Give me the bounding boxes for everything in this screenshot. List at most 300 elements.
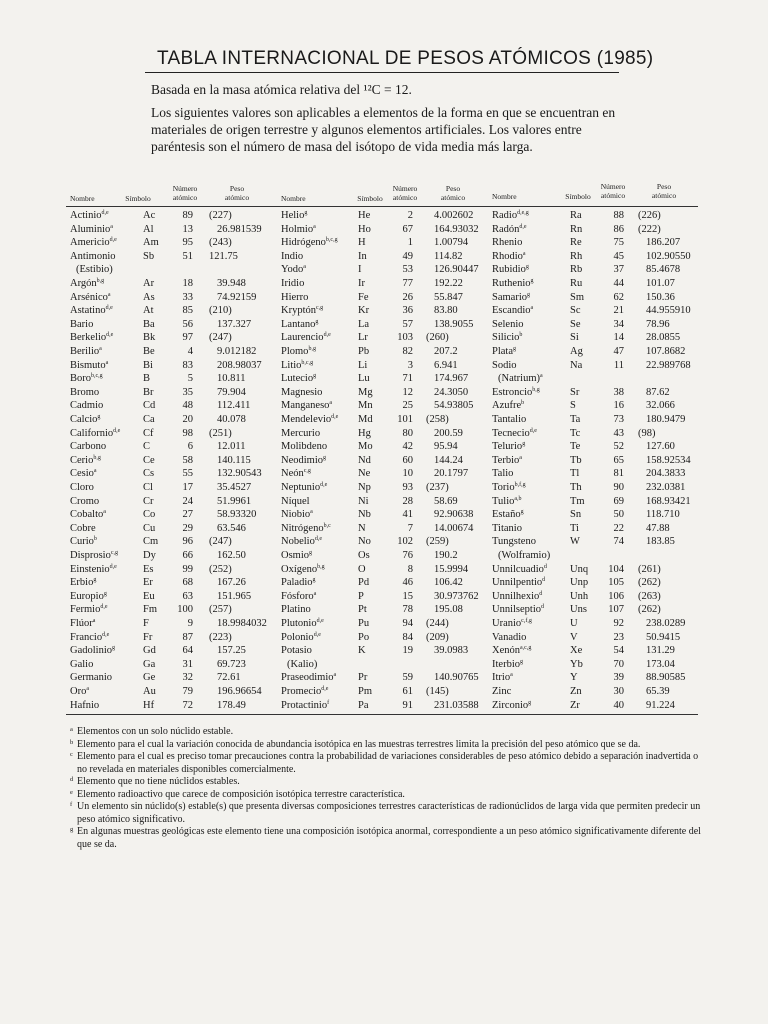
element-name: Polonio bbox=[281, 631, 314, 643]
atomic-number: 2 bbox=[407, 210, 413, 221]
atomic-number: 9 bbox=[187, 618, 193, 629]
element-name: Carbono bbox=[70, 441, 107, 453]
element-name-cell bbox=[492, 658, 523, 671]
atomic-number: 63 bbox=[182, 590, 193, 602]
atomic-weight: 65.39 bbox=[646, 686, 670, 697]
atomic-number: 104 bbox=[608, 563, 624, 575]
atomic-weight: (145) bbox=[426, 686, 449, 697]
element-name-cell bbox=[281, 372, 316, 385]
element-symbol: As bbox=[143, 291, 155, 303]
footnote-text: Elemento que no tiene núclidos estables. bbox=[77, 776, 240, 787]
atomic-weight: 39.0983 bbox=[434, 645, 469, 657]
atomic-weight: 164.93032 bbox=[434, 223, 479, 235]
element-symbol: Fr bbox=[143, 631, 153, 643]
footnote-marker: d,e bbox=[331, 414, 339, 420]
element-symbol: Nb bbox=[358, 509, 371, 521]
element-name-cell bbox=[281, 603, 311, 616]
atomic-weight: 12.011 bbox=[217, 441, 246, 453]
atomic-number: 11 bbox=[613, 359, 624, 371]
element-name-cell bbox=[287, 658, 317, 671]
atomic-number: 62 bbox=[613, 291, 624, 303]
footnote-marker: b,f,g bbox=[514, 482, 526, 488]
atomic-weight: 231.03588 bbox=[434, 699, 479, 711]
element-name-cell bbox=[492, 236, 522, 249]
header-numero: Número atómico bbox=[600, 182, 626, 200]
atomic-weight: 180.9479 bbox=[646, 414, 686, 425]
element-name-cell bbox=[281, 277, 304, 290]
element-name-cell bbox=[281, 495, 310, 508]
footnote-marker: g bbox=[530, 278, 534, 284]
footnote-marker: d,e bbox=[106, 332, 114, 339]
atomic-number: 20 bbox=[182, 414, 193, 425]
atomic-number: 54 bbox=[613, 645, 624, 657]
atomic-number: 3 bbox=[407, 359, 413, 371]
atomic-weight: 51.9961 bbox=[217, 495, 252, 507]
element-name-cell bbox=[492, 318, 524, 331]
element-symbol: Pa bbox=[358, 699, 369, 711]
element-name: Protactinio bbox=[281, 699, 328, 711]
element-symbol: Hf bbox=[143, 699, 155, 711]
atomic-number: 75 bbox=[613, 237, 624, 249]
header-numero: Número atómico bbox=[172, 184, 198, 202]
atomic-number: 43 bbox=[613, 427, 624, 439]
atomic-number: 93 bbox=[402, 482, 413, 493]
atomic-weight: 69.723 bbox=[217, 658, 246, 670]
atomic-number: 55 bbox=[182, 468, 193, 480]
atomic-number: 32 bbox=[182, 672, 193, 684]
element-name: Radio bbox=[492, 210, 518, 221]
footnote-marker: g bbox=[304, 210, 308, 216]
footnote-marker: a bbox=[99, 346, 102, 352]
element-symbol: Se bbox=[570, 318, 581, 330]
atomic-number: 78 bbox=[402, 604, 413, 616]
atomic-weight: (262) bbox=[638, 604, 661, 616]
atomic-number: 4 bbox=[187, 346, 193, 357]
atomic-number: 86 bbox=[613, 223, 624, 235]
element-name: Lutecio bbox=[281, 373, 314, 385]
atomic-weight: 150.36 bbox=[646, 291, 675, 303]
atomic-weight: 4.002602 bbox=[434, 210, 474, 221]
element-name: Zinc bbox=[492, 686, 512, 697]
atomic-weight: 63.546 bbox=[217, 522, 246, 534]
atomic-number: 59 bbox=[402, 672, 413, 684]
element-symbol: Cm bbox=[143, 536, 159, 548]
atomic-weight: 178.49 bbox=[217, 699, 246, 711]
footnote-marker: a bbox=[92, 618, 96, 624]
element-name: Praseodimio bbox=[281, 672, 334, 684]
table-bottom-rule bbox=[66, 714, 698, 715]
element-name: Curio bbox=[70, 536, 94, 548]
atomic-number: 81 bbox=[613, 468, 624, 480]
element-name: Itrio bbox=[492, 672, 511, 684]
atomic-weight: 15.9994 bbox=[434, 563, 469, 575]
element-name-cell bbox=[492, 603, 544, 616]
atomic-weight: 200.59 bbox=[434, 427, 463, 439]
page-title: TABLA INTERNACIONAL DE PESOS ATÓMICOS (1985) bbox=[157, 48, 654, 69]
element-symbol: Lr bbox=[358, 332, 368, 344]
element-symbol: K bbox=[358, 645, 366, 657]
element-name-cell bbox=[70, 291, 111, 304]
element-name: Promecio bbox=[281, 686, 322, 697]
atomic-number: 47 bbox=[613, 346, 624, 357]
atomic-weight: 157.25 bbox=[217, 645, 246, 657]
element-name-cell bbox=[492, 331, 522, 344]
element-symbol: Sm bbox=[570, 291, 585, 303]
element-name: Xenón bbox=[492, 645, 520, 657]
element-symbol: Re bbox=[570, 237, 582, 249]
element-symbol: Co bbox=[143, 509, 156, 521]
atomic-number: 26 bbox=[402, 291, 413, 303]
element-name-cell bbox=[281, 617, 324, 630]
element-name-cell bbox=[492, 671, 513, 684]
element-name-cell bbox=[281, 386, 322, 399]
element-symbol: Tl bbox=[570, 468, 580, 480]
footnote-marker: d,e bbox=[321, 686, 329, 692]
element-name-cell bbox=[281, 685, 328, 698]
atomic-weight: 24.3050 bbox=[434, 386, 469, 398]
element-name-cell bbox=[70, 549, 118, 562]
footnote-marker: b,g bbox=[93, 454, 101, 461]
element-symbol: O bbox=[358, 563, 366, 575]
element-symbol: Th bbox=[570, 482, 582, 493]
element-name-cell bbox=[70, 603, 108, 616]
footnote-marker: d,e bbox=[529, 427, 537, 434]
atomic-number: 89 bbox=[182, 210, 193, 221]
atomic-weight: 107.8682 bbox=[646, 346, 686, 357]
atomic-weight: 35.4527 bbox=[217, 482, 252, 493]
atomic-weight: (247) bbox=[209, 536, 232, 548]
atomic-number: 82 bbox=[402, 346, 413, 357]
element-symbol: Ne bbox=[358, 468, 371, 480]
atomic-weight: (222) bbox=[638, 223, 661, 235]
atomic-weight: 195.08 bbox=[434, 604, 463, 616]
intro-line: Basada en la masa atómica relativa del ¹²C = 12. bbox=[151, 82, 412, 97]
element-symbol: F bbox=[143, 618, 149, 629]
element-symbol: Ni bbox=[358, 495, 369, 507]
element-name: Calcio bbox=[70, 414, 98, 425]
atomic-weight: 131.29 bbox=[646, 645, 675, 657]
atomic-number: 57 bbox=[402, 318, 413, 330]
element-name-cell bbox=[492, 345, 516, 358]
element-name-cell bbox=[281, 359, 313, 372]
element-symbol: Es bbox=[143, 563, 154, 575]
element-name: Silicio bbox=[492, 332, 520, 344]
element-name: Samario bbox=[492, 291, 527, 303]
atomic-weight: 106.42 bbox=[434, 577, 463, 589]
atomic-weight: 58.69 bbox=[434, 495, 458, 507]
footnote-text: Elemento para el cual es preciso tomar precauciones contra la probabilidad de variaciones considerables de peso atómico debido a separación inadvertida o no revelada en materiales disponibles comercialmente. bbox=[77, 751, 699, 775]
element-symbol: Pt bbox=[358, 604, 367, 616]
atomic-weight: 144.24 bbox=[434, 454, 463, 466]
element-symbol: Yb bbox=[570, 658, 583, 670]
footnote bbox=[70, 726, 710, 739]
footnote-marker: b,g bbox=[96, 278, 105, 284]
footnote-marker: d bbox=[541, 604, 544, 611]
element-name: Actinio bbox=[70, 210, 102, 221]
element-name-cell bbox=[492, 277, 534, 290]
footnote-marker: b,c,g bbox=[91, 373, 103, 380]
atomic-weight: 47.88 bbox=[646, 522, 670, 534]
element-name: Holmio bbox=[281, 223, 314, 235]
element-name-cell bbox=[492, 440, 525, 453]
element-name: Oxígeno bbox=[281, 563, 318, 575]
footnote-marker: g bbox=[520, 509, 524, 516]
element-name-cell bbox=[281, 345, 316, 358]
footnote-marker: a bbox=[329, 400, 333, 407]
atomic-weight: 91.224 bbox=[646, 699, 675, 711]
atomic-weight: 85.4678 bbox=[646, 264, 681, 276]
footnote-marker: b bbox=[521, 400, 525, 407]
footnote-marker: g bbox=[315, 318, 319, 325]
element-name-cell bbox=[70, 563, 117, 576]
element-name-cell bbox=[492, 508, 524, 521]
element-name-cell bbox=[492, 495, 522, 508]
element-symbol: Ir bbox=[358, 278, 365, 289]
element-name-cell bbox=[281, 304, 323, 317]
element-name: Tecnecio bbox=[492, 427, 530, 439]
atomic-number: 7 bbox=[407, 522, 413, 534]
element-name-cell bbox=[70, 644, 115, 657]
element-name-cell bbox=[70, 250, 116, 263]
atomic-number: 107 bbox=[608, 604, 624, 616]
element-symbol: Fe bbox=[358, 291, 369, 303]
atomic-number: 21 bbox=[613, 305, 624, 317]
footnote-marker: g bbox=[309, 550, 313, 556]
element-name: Talio bbox=[492, 468, 514, 480]
element-name: Molibdeno bbox=[281, 441, 328, 453]
element-name: Litio bbox=[281, 359, 302, 371]
header-peso: Peso atómico bbox=[224, 184, 250, 202]
atomic-number: 85 bbox=[182, 305, 193, 317]
element-symbol: Al bbox=[143, 223, 154, 235]
atomic-number: 73 bbox=[613, 414, 624, 425]
footnote bbox=[70, 751, 710, 776]
element-name: Bario bbox=[70, 318, 94, 330]
element-name-cell bbox=[76, 263, 113, 276]
element-symbol: Ga bbox=[143, 658, 156, 670]
atomic-weight: 20.1797 bbox=[434, 468, 469, 480]
element-name: Gadolinio bbox=[70, 645, 112, 657]
element-symbol: P bbox=[358, 590, 364, 602]
element-name: Berkelio bbox=[70, 332, 107, 344]
element-symbol: At bbox=[143, 305, 154, 317]
element-symbol: Cr bbox=[143, 495, 154, 507]
atomic-weight: 50.9415 bbox=[646, 631, 681, 643]
element-name: Indio bbox=[281, 250, 304, 262]
element-name: Erbio bbox=[70, 577, 94, 589]
element-name-cell bbox=[70, 576, 96, 589]
element-name-cell bbox=[492, 454, 522, 467]
header-numero: Número atómico bbox=[392, 184, 418, 202]
element-name-cell bbox=[70, 685, 89, 698]
element-name-cell bbox=[281, 631, 321, 644]
atomic-number: 84 bbox=[402, 631, 413, 643]
atomic-number: 31 bbox=[182, 658, 193, 670]
atomic-weight: 126.90447 bbox=[434, 264, 479, 276]
element-symbol: Xe bbox=[570, 645, 583, 657]
element-symbol: Hg bbox=[358, 427, 371, 439]
atomic-number: 61 bbox=[402, 686, 413, 697]
element-name-cell bbox=[70, 495, 99, 508]
atomic-weight: 167.26 bbox=[217, 577, 246, 589]
atomic-weight: 121.75 bbox=[209, 250, 238, 262]
atomic-weight: 101.07 bbox=[646, 278, 675, 289]
element-symbol: Bk bbox=[143, 332, 156, 344]
atomic-number: 22 bbox=[613, 522, 624, 534]
atomic-number: 14 bbox=[613, 332, 624, 344]
footnote bbox=[70, 789, 710, 802]
footnote-marker: d bbox=[542, 577, 546, 584]
footnote-marker: g bbox=[522, 441, 526, 448]
element-name-cell bbox=[492, 590, 542, 603]
element-name-cell bbox=[498, 549, 550, 562]
atomic-weight: 137.327 bbox=[217, 318, 252, 330]
element-name-cell bbox=[70, 590, 107, 603]
atomic-number: 58 bbox=[182, 454, 193, 466]
footnote-marker: g bbox=[97, 414, 101, 420]
footnote-mark: b bbox=[70, 738, 74, 746]
element-symbol: Mn bbox=[358, 400, 373, 412]
atomic-number: 23 bbox=[613, 631, 624, 643]
atomic-number: 77 bbox=[402, 278, 413, 289]
element-name: Helio bbox=[281, 210, 305, 221]
atomic-number: 41 bbox=[402, 509, 413, 521]
element-name: Iridio bbox=[281, 278, 305, 289]
element-name: Ruthenio bbox=[492, 278, 531, 289]
element-name: Einstenio bbox=[70, 563, 110, 575]
element-name: (Natrium) bbox=[498, 373, 540, 385]
element-name: Flúor bbox=[70, 618, 93, 629]
element-name-cell bbox=[281, 590, 316, 603]
atomic-number: 96 bbox=[182, 536, 193, 548]
atomic-weight: 22.989768 bbox=[646, 359, 691, 371]
element-name: Unnilhexio bbox=[492, 590, 540, 602]
element-symbol: Cf bbox=[143, 427, 154, 439]
atomic-number: 87 bbox=[182, 631, 193, 643]
element-name: Argón bbox=[70, 278, 97, 289]
atomic-number: 34 bbox=[613, 318, 624, 330]
atomic-weight: 127.60 bbox=[646, 441, 675, 453]
element-symbol: Zr bbox=[570, 699, 580, 711]
element-name-cell bbox=[492, 617, 532, 630]
element-name-cell bbox=[70, 427, 120, 440]
element-name-cell bbox=[70, 535, 97, 548]
atomic-weight: 58.93320 bbox=[217, 509, 257, 521]
footnote-marker: g bbox=[513, 346, 516, 352]
atomic-weight: 204.3833 bbox=[646, 468, 686, 480]
element-name: (Kalio) bbox=[287, 658, 318, 670]
footnote bbox=[70, 826, 710, 851]
element-name: Telurio bbox=[492, 441, 523, 453]
atomic-weight: 54.93805 bbox=[434, 400, 474, 412]
element-name-cell bbox=[492, 291, 530, 304]
element-name: Mendelevio bbox=[281, 414, 332, 425]
element-symbol: Sc bbox=[570, 305, 581, 317]
atomic-number: 98 bbox=[182, 427, 193, 439]
footnote-marker: a bbox=[519, 454, 522, 461]
header-nombre: Nombre bbox=[492, 192, 517, 201]
element-name: Plomo bbox=[281, 346, 309, 357]
element-name-cell bbox=[281, 508, 313, 521]
atomic-number: 83 bbox=[182, 359, 193, 371]
element-symbol: Am bbox=[143, 237, 159, 249]
atomic-weight: 95.94 bbox=[434, 441, 458, 453]
table-top-rule bbox=[66, 206, 698, 207]
atomic-number: 97 bbox=[182, 332, 193, 344]
atomic-number: 25 bbox=[402, 400, 413, 412]
element-name-cell bbox=[281, 263, 306, 276]
element-symbol: Ti bbox=[570, 522, 579, 534]
footnote-marker: d,e bbox=[320, 482, 328, 488]
footnote-marker: a,b bbox=[514, 495, 522, 502]
element-symbol: Ag bbox=[570, 346, 583, 357]
element-name: Nobelio bbox=[281, 536, 315, 548]
atomic-weight: 168.93421 bbox=[646, 495, 691, 507]
element-name-cell bbox=[492, 359, 517, 372]
element-name: Estaño bbox=[492, 509, 521, 521]
atomic-number: 103 bbox=[397, 332, 413, 344]
atomic-weight: 112.411 bbox=[217, 400, 251, 412]
element-symbol: Pu bbox=[358, 618, 370, 629]
footnote-marker: g bbox=[93, 577, 97, 584]
atomic-number: 12 bbox=[402, 386, 413, 398]
element-name: Unnilcuadio bbox=[492, 563, 544, 575]
element-name-cell bbox=[281, 671, 336, 684]
atomic-number: 16 bbox=[613, 400, 624, 412]
atomic-weight: (258) bbox=[426, 414, 449, 425]
element-symbol: Mg bbox=[358, 386, 373, 398]
element-symbol: Y bbox=[570, 672, 578, 684]
element-symbol: Ge bbox=[143, 672, 156, 684]
footnote-marker: d,e bbox=[316, 618, 324, 624]
atomic-weight: (209) bbox=[426, 631, 449, 643]
element-name: Plata bbox=[492, 346, 513, 357]
atomic-number: 27 bbox=[182, 509, 193, 521]
element-name: Hierro bbox=[281, 291, 309, 303]
atomic-number: 51 bbox=[182, 250, 193, 262]
atomic-weight: 92.90638 bbox=[434, 509, 474, 521]
element-name-cell bbox=[70, 617, 95, 630]
element-name: Magnesio bbox=[281, 386, 323, 398]
element-symbol: Dy bbox=[143, 550, 156, 561]
atomic-number: 24 bbox=[182, 495, 193, 507]
atomic-number: 91 bbox=[402, 699, 413, 711]
element-symbol: Te bbox=[570, 441, 581, 453]
atomic-number: 13 bbox=[182, 223, 193, 235]
atomic-weight: 30.973762 bbox=[434, 590, 479, 602]
element-symbol: Ta bbox=[570, 414, 581, 425]
footnote-marker: d bbox=[539, 590, 543, 597]
atomic-weight: 83.80 bbox=[434, 305, 458, 317]
element-name: Disprosio bbox=[70, 550, 111, 561]
header-peso: Peso atómico bbox=[440, 184, 466, 202]
element-name: Laurencio bbox=[281, 332, 324, 344]
atomic-weight: (223) bbox=[209, 631, 232, 643]
footnote-text: Un elemento sin núclido(s) estable(s) que presenta diversas composiciones terrestres características de radionúclidos de larga vida que permiten predecir un peso atómico significativo. bbox=[77, 801, 701, 825]
element-name: Rubidio bbox=[492, 264, 526, 276]
element-name: Hidrógeno bbox=[281, 237, 326, 249]
atomic-weight: 232.0381 bbox=[646, 482, 686, 493]
footnote-marker: g bbox=[103, 590, 107, 597]
element-name-cell bbox=[492, 576, 545, 589]
element-symbol: V bbox=[570, 631, 578, 643]
element-name-cell bbox=[281, 549, 312, 562]
footnotes bbox=[70, 726, 710, 851]
atomic-number: 30 bbox=[613, 686, 624, 697]
footnote-marker: g bbox=[520, 658, 523, 665]
footnote-marker: b,c bbox=[323, 522, 331, 529]
element-name-cell bbox=[281, 250, 303, 263]
